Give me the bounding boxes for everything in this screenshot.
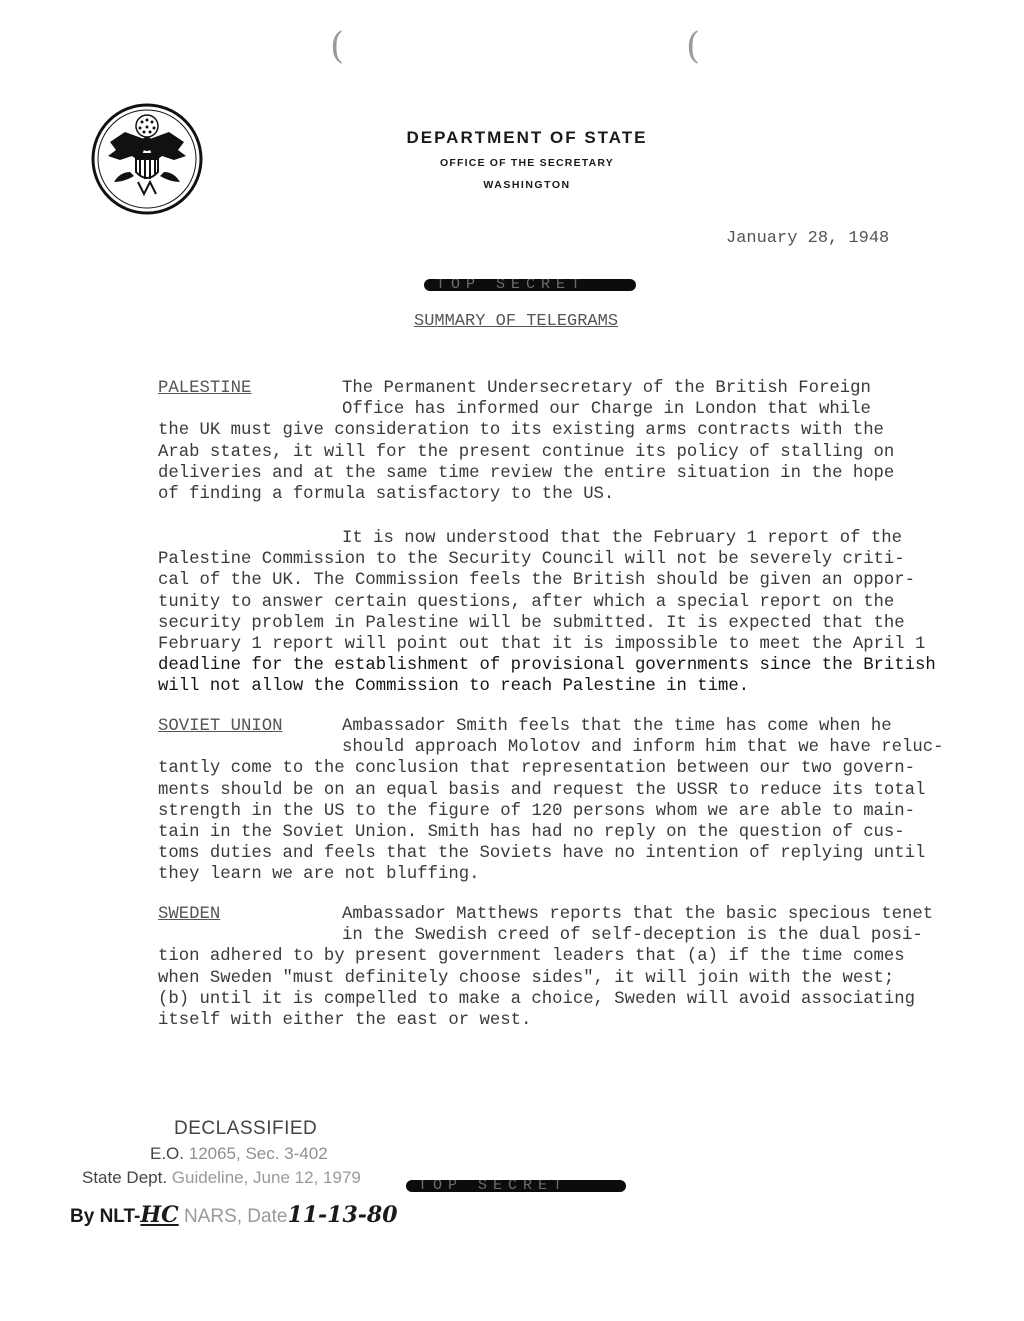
text-line: (b) until it is compelled to make a choice, Sweden will avoid associating — [158, 989, 916, 1009]
document-date: January 28, 1948 — [726, 229, 890, 248]
stamp-eo-number: 12065, Sec. 3-402 — [188, 1144, 328, 1163]
declassified-stamp-guideline — [82, 1168, 361, 1188]
section-heading: PALESTINE — [158, 379, 252, 398]
section-palestine-continued — [158, 528, 968, 698]
text-line: cal of the UK. The Commission feels the British should be given an oppor- — [158, 571, 916, 591]
redacted-classification-top: TOP SECRET — [424, 279, 636, 291]
text-line: ments should be on an equal basis and request the USSR to reduce its total — [158, 780, 926, 800]
redacted-classification-bottom: TOP SECRET — [406, 1180, 626, 1192]
scan-mark: ( — [330, 26, 345, 67]
text-line: the UK must give consideration to its existing arms contracts with the — [158, 421, 884, 441]
text-line: itself with either the east or west. — [158, 1011, 532, 1031]
declassified-stamp-eo — [150, 1144, 328, 1164]
text-line: security problem in Palestine will be submitted. It is expected that the — [158, 613, 905, 633]
scan-mark: ( — [686, 26, 701, 67]
great-seal-eagle-icon — [90, 102, 204, 216]
text-line: in the Swedish creed of self-deception is the dual posi- — [342, 926, 923, 946]
text-line: they learn we are not bluffing. — [158, 865, 480, 885]
declassified-stamp-authority — [70, 1202, 398, 1228]
text-line: tain in the Soviet Union. Smith has had no reply on the question of cus- — [158, 823, 905, 843]
text-line: Arab states, it will for the present continue its policy of stalling on — [158, 442, 895, 462]
declassified-stamp-heading: DECLASSIFIED — [174, 1118, 318, 1139]
letterhead-city: WASHINGTON — [483, 179, 571, 191]
text-line: deadline for the establishment of provisional governments since the British — [158, 656, 936, 676]
text-line: deliveries and at the same time review the entire situation in the hope — [158, 463, 895, 483]
text-line: when Sweden "must definitely choose sides", it will join with the west; — [158, 968, 895, 988]
text-line: strength in the US to the figure of 120 persons whom we are able to main- — [158, 801, 916, 821]
text-line: Office has informed our Charge in London that while — [342, 400, 871, 420]
text-line: February 1 report will point out that it is impossible to meet the April 1 — [158, 635, 926, 655]
text-line: will not allow the Commission to reach Palestine in time. — [158, 677, 750, 697]
text-line: tion adhered to by present government leaders that (a) if the time comes — [158, 947, 905, 967]
letterhead-department: DEPARTMENT OF STATE — [406, 128, 648, 147]
text-line: toms duties and feels that the Soviets have no intention of replying until — [158, 844, 926, 864]
text-line: of finding a formula satisfactory to the US. — [158, 485, 615, 505]
document-title: SUMMARY OF TELEGRAMS — [414, 312, 619, 331]
text-line: tunity to answer certain questions, after which a special report on the — [158, 592, 895, 612]
section-sweden — [158, 904, 968, 1031]
text-line: Palestine Commission to the Security Council will not be severely criti- — [158, 550, 905, 570]
stamp-nars-date-label: NARS, Date — [178, 1206, 288, 1227]
stamp-initials-handwritten: HC — [140, 1202, 179, 1228]
letterhead — [340, 128, 714, 191]
text-line: should approach Molotov and inform him that we have reluc- — [342, 738, 944, 758]
stamp-date-handwritten: 11-13-80 — [287, 1202, 398, 1228]
stamp-eo-prefix: E.O. — [150, 1144, 189, 1163]
stamp-guideline-prefix: State Dept. — [82, 1168, 172, 1187]
section-soviet-union — [158, 716, 968, 886]
text-line: tantly come to the conclusion that representation between our two govern- — [158, 759, 916, 779]
stamp-guideline-rest: Guideline, June 12, 1979 — [171, 1168, 361, 1187]
section-palestine — [158, 378, 968, 505]
text-line: Ambassador Matthews reports that the basic specious tenet — [342, 905, 934, 924]
stamp-by-nlt: By NLT- — [70, 1206, 141, 1227]
text-line: Ambassador Smith feels that the time has come when he — [342, 717, 892, 736]
text-line: The Permanent Undersecretary of the British Foreign — [342, 379, 871, 398]
letterhead-office: OFFICE OF THE SECRETARY — [439, 157, 615, 169]
section-heading: SWEDEN — [158, 905, 221, 924]
section-heading: SOVIET UNION — [158, 717, 283, 736]
text-line: It is now understood that the February 1 report of the — [342, 529, 903, 548]
